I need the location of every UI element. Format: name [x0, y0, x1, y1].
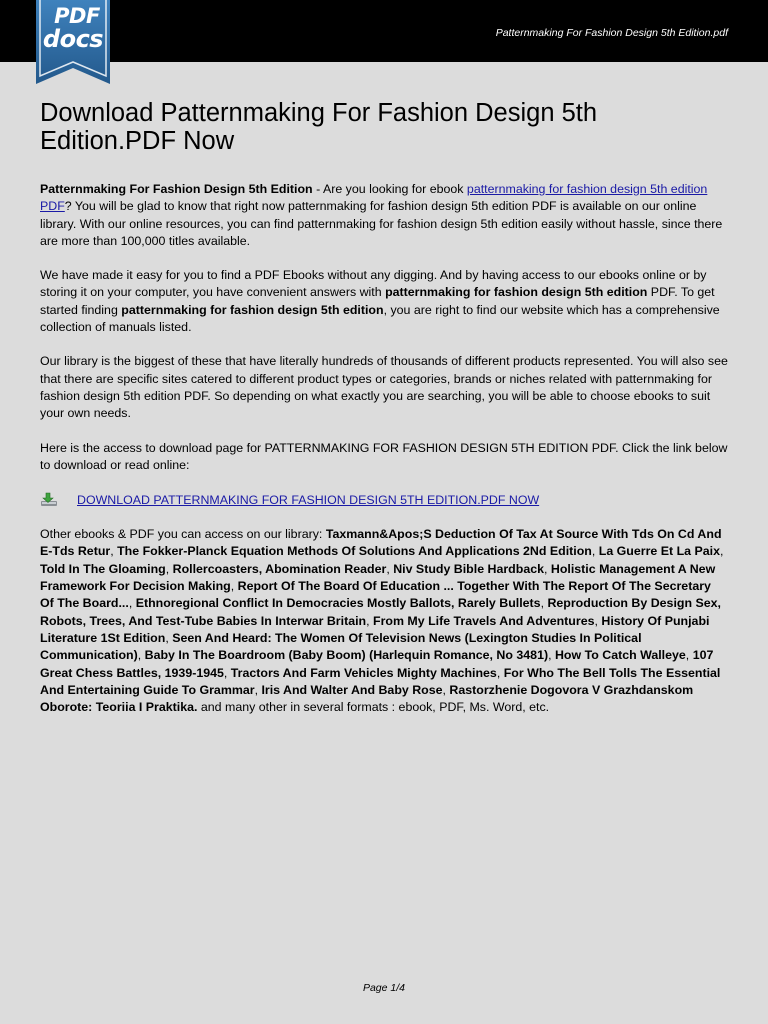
list-separator: , [548, 648, 555, 663]
intro-bold-title: Patternmaking For Fashion Design 5th Edition [40, 182, 313, 196]
list-separator: , [386, 561, 394, 576]
other-ebooks-list [40, 527, 723, 714]
logo-line-docs: docs [42, 25, 104, 53]
other-ebook-title: La Guerre Et La Paix [598, 544, 720, 559]
list-separator: , [230, 579, 238, 594]
other-ebook-title: Taxmann&Apos;S Deduction Of Tax At Source With Tds On Cd And E-Tds Retur [40, 527, 722, 559]
access-text-1: We have made it easy for you to find a PDF Ebooks without any digging. And by having access to our ebooks online or by storing it on your computer, you have convenient answers with [40, 268, 707, 300]
other-ebook-title: From My Life Travels And Adventures [373, 613, 595, 628]
access-bold-2: patternmaking for fashion design 5th edition [121, 302, 384, 317]
library-paragraph: Our library is the biggest of these that have literally hundreds of thousands of different products represented. You will also see that there are specific sites catered to different product types or categories, brands or niches related with patternmaking for fashion design 5th edition PDF. So depending on what exactly you are searching, you will be able to choose ebooks to suit your own needs. [40, 354, 728, 421]
header-filename: Patternmaking For Fashion Design 5th Edition.pdf [495, 27, 728, 39]
list-separator: , [165, 561, 173, 576]
other-ebook-title: 107 Great Chess Battles, 1939-1945 [40, 648, 714, 680]
other-ebook-title: Niv Study Bible Hardback [393, 561, 544, 576]
logo-line-pdf: PDF [54, 4, 100, 28]
ebook-link[interactable]: patternmaking for fashion design 5th edition PDF [40, 182, 708, 214]
intro-text-2: ? You will be glad to know that right now patternmaking for fashion design 5th edition PDF is available on our online library. With our online resources, you can find patternmaking for fashion design 5th edition easily without hassle, since there are more than 100,000 titles available. [40, 199, 723, 248]
other-ebook-title: Report Of The Board Of Education ... Together With The Report Of The Secretary Of The Board... [40, 579, 711, 611]
access-paragraph [40, 267, 728, 336]
list-separator: , [442, 682, 450, 697]
other-ebooks-outro: and many other in several formats : ebook, PDF, Ms. Word, etc. [197, 700, 550, 715]
main-content [40, 99, 728, 716]
download-icon[interactable] [40, 492, 58, 508]
other-ebook-title: The Fokker-Planck Equation Methods Of Solutions And Applications 2Nd Edition [117, 544, 592, 559]
list-separator: , [110, 544, 118, 559]
intro-paragraph [40, 181, 728, 250]
other-ebooks-intro: Other ebooks & PDF you can access on our library: [40, 527, 326, 542]
other-ebook-title: Reproduction By Design Sex, Robots, Trees, And Test-Tube Babies In Interwar Britain [40, 596, 721, 628]
other-ebook-title: Rastorzhenie Dogovora V Grazhdanskom Oborote: Teoriia I Praktika. [40, 682, 694, 715]
download-link[interactable]: DOWNLOAD PATTERNMAKING FOR FASHION DESIGN 5TH EDITION.PDF NOW [77, 493, 540, 508]
page-number: Page 1/4 [362, 982, 406, 994]
header-bar [0, 0, 768, 62]
other-ebook-title: Tractors And Farm Vehicles Mighty Machines [230, 665, 497, 680]
other-ebook-title: Baby In The Boardroom (Baby Boom) (Harlequin Romance, No 3481) [144, 648, 549, 663]
access-text-2: PDF. To get started finding [40, 285, 715, 317]
list-separator: , [544, 561, 551, 576]
other-ebook-title: For Who The Bell Tolls The Essential And Entertaining Guide To Grammar [40, 665, 721, 697]
access-text-3: , you are right to find our website which has a comprehensive collection of manuals listed. [40, 302, 720, 335]
download-row [40, 491, 728, 509]
other-ebook-title: Holistic Management A New Framework For Decision Making [40, 561, 716, 594]
list-separator: , [366, 613, 373, 628]
page-title: Download Patternmaking For Fashion Design 5th Edition.PDF Now [40, 99, 598, 155]
list-separator: , [165, 630, 173, 645]
list-separator: , [128, 596, 136, 611]
list-separator: , [591, 544, 599, 559]
list-separator: , [254, 682, 262, 697]
other-ebook-title: Told In The Gloaming [40, 561, 166, 576]
list-separator: , [223, 665, 231, 680]
other-ebook-title: Ethnoregional Conflict In Democracies Mostly Ballots, Rarely Bullets [135, 596, 541, 611]
other-ebook-title: How To Catch Walleye [554, 648, 686, 663]
download-intro-paragraph: Here is the access to download page for PATTERNMAKING FOR FASHION DESIGN 5TH EDITION PDF. Click the link below to download or read online: [40, 440, 728, 472]
other-ebook-title: Rollercoasters, Abomination Reader [172, 561, 387, 576]
intro-text-1: - Are you looking for ebook [312, 182, 467, 196]
list-separator: , [496, 665, 504, 680]
logo-text [36, 6, 110, 51]
other-ebooks [40, 526, 728, 716]
list-separator: , [540, 596, 548, 611]
list-separator: , [719, 544, 724, 559]
list-separator: , [685, 648, 693, 663]
list-separator: , [137, 648, 145, 663]
pdf-docs-logo[interactable] [36, 0, 110, 84]
other-ebook-title: Iris And Walter And Baby Rose [261, 682, 443, 697]
other-ebook-title: Seen And Heard: The Women Of Television News (Lexington Studies In Political Communication) [40, 630, 642, 663]
list-separator: , [594, 613, 602, 628]
other-ebook-title: History Of Punjabi Literature 1St Edition [40, 613, 710, 645]
access-bold-1: patternmaking for fashion design 5th edition [385, 285, 648, 300]
